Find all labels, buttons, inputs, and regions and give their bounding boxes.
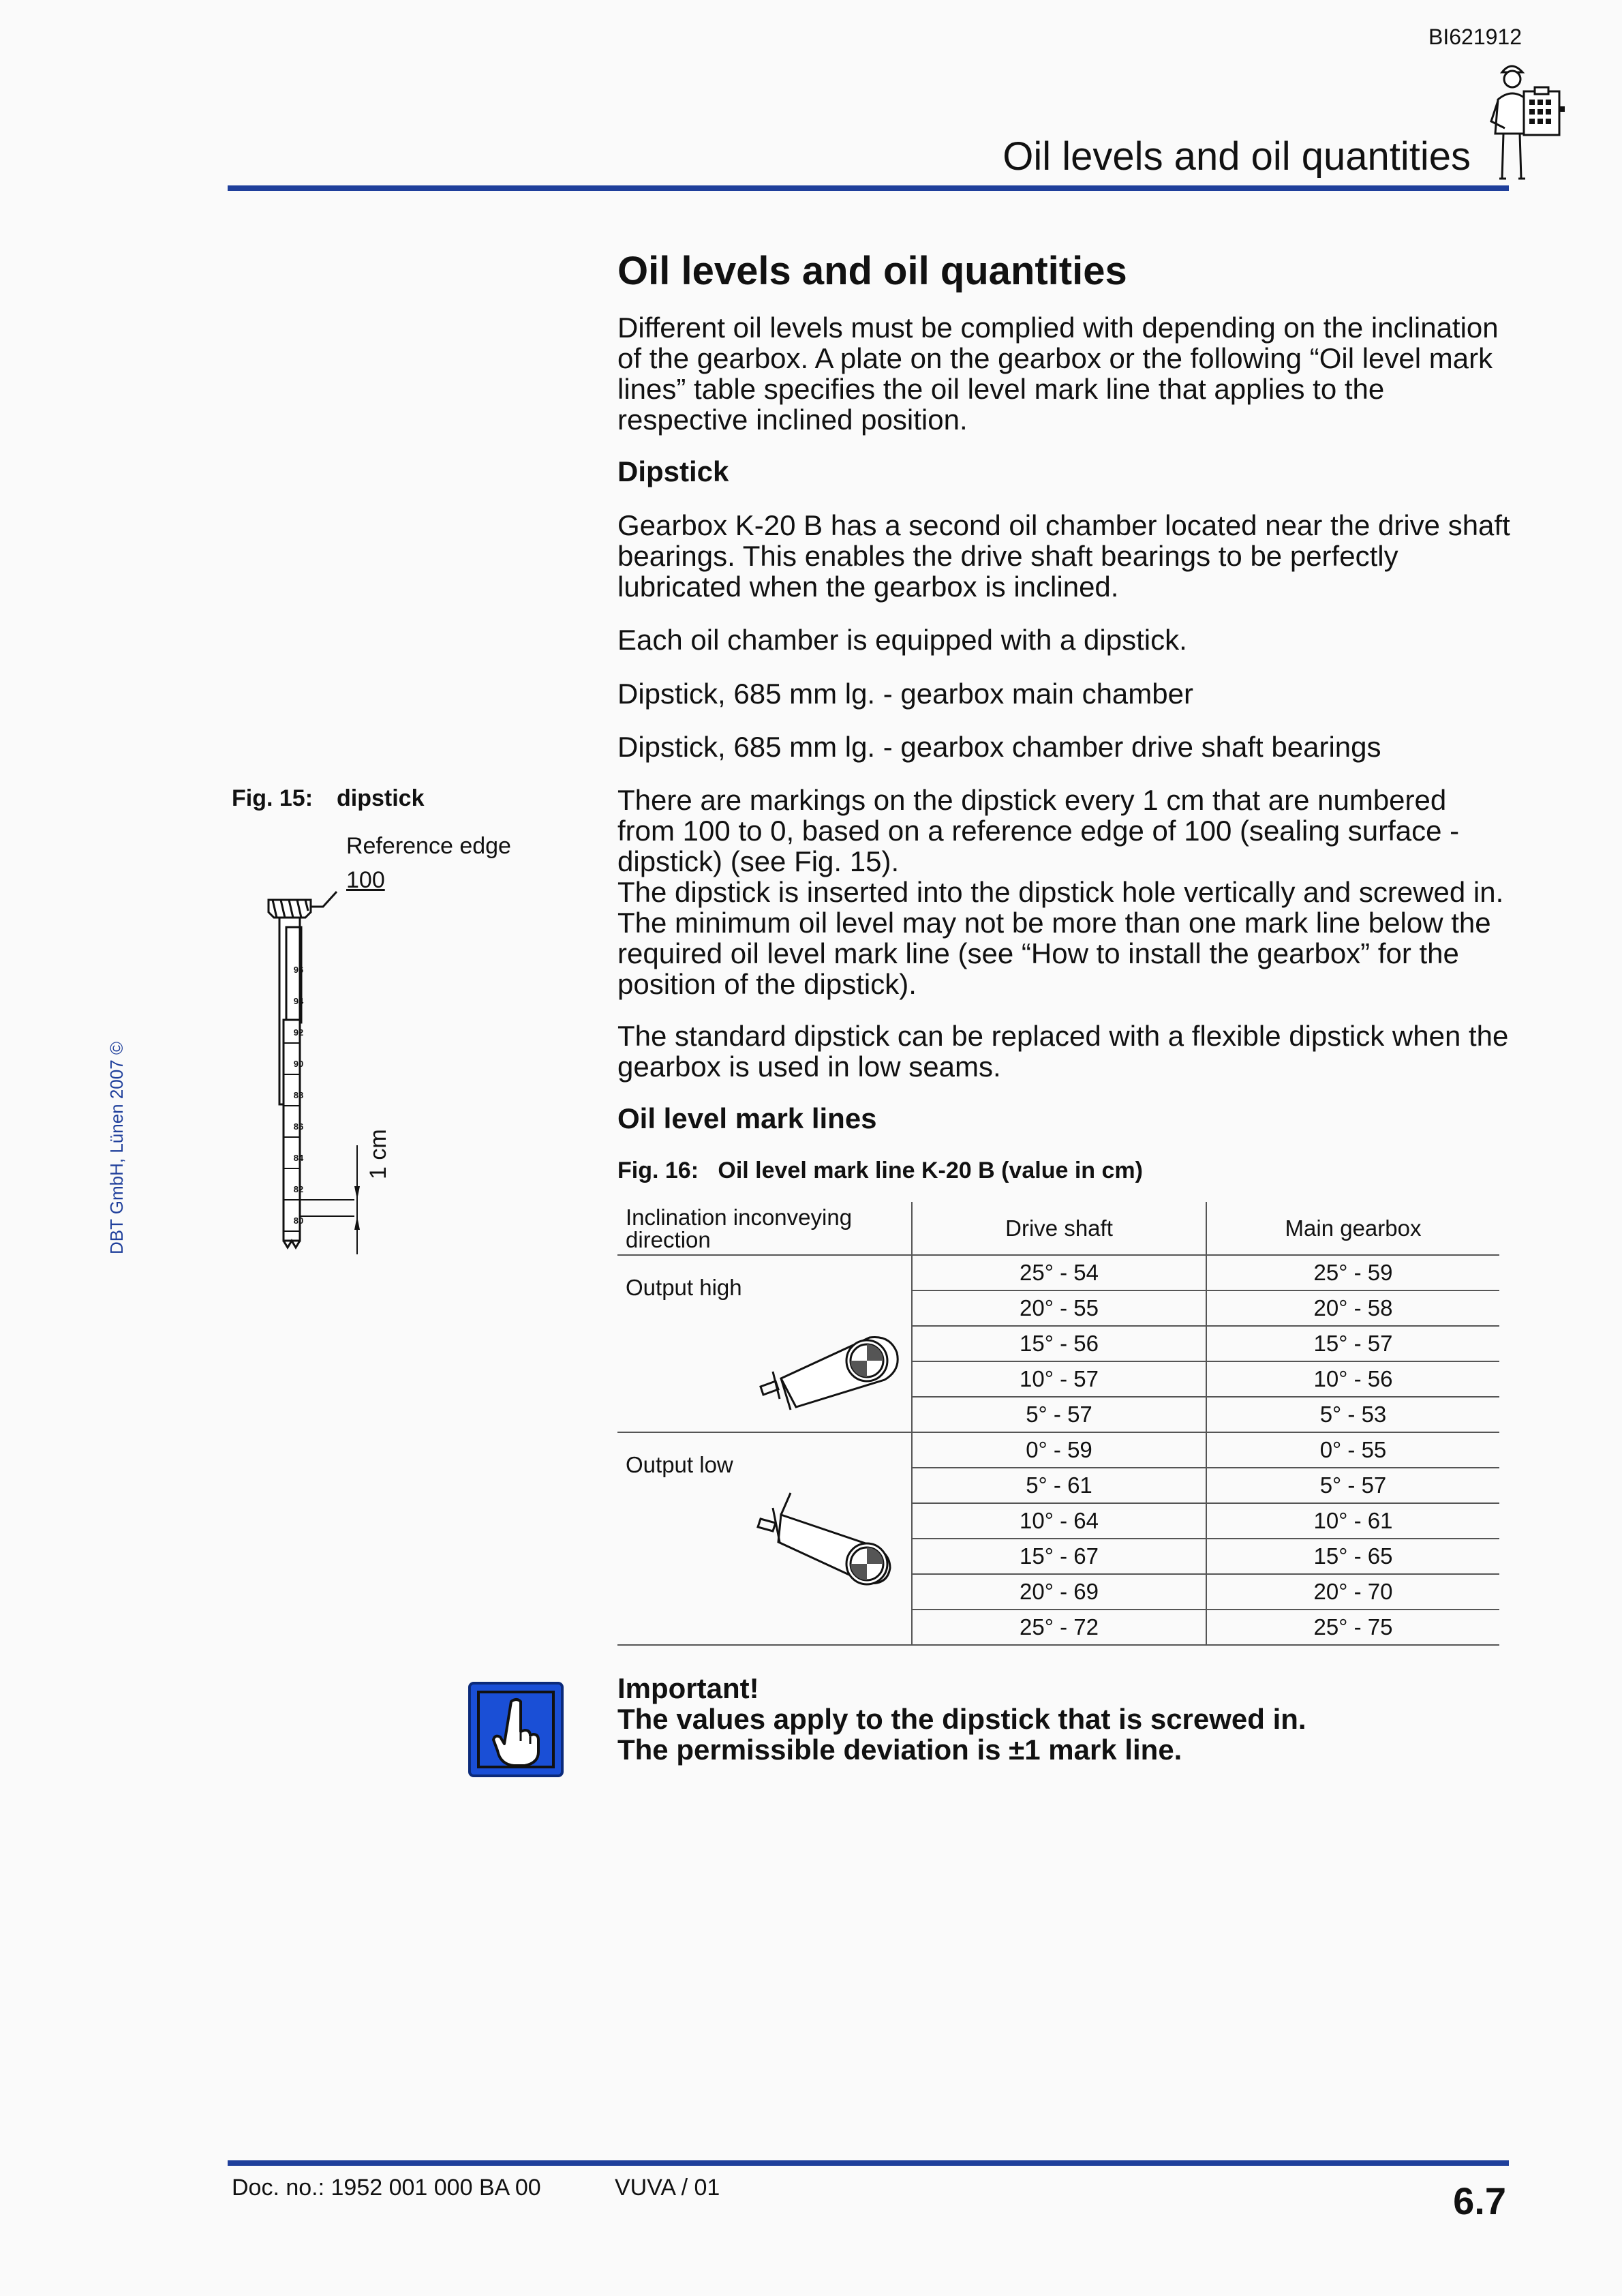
dipstick-paragraph: The dipstick is inserted into the dipstick hole vertically and screwed in. The minimum oil level may not be more than one mark line below the required oil level mark line (see “How to install the gearbox” for the position of the dipstick). bbox=[617, 876, 1504, 1000]
pointing-hand-icon bbox=[468, 1681, 564, 1778]
gearbox-output-high-icon bbox=[754, 1324, 904, 1426]
document-code: BI621912 bbox=[1428, 25, 1522, 49]
drive-shaft-value: 15° - 67 bbox=[912, 1539, 1206, 1574]
dipstick-paragraph: Dipstick, 685 mm lg. - gearbox main chamber bbox=[617, 678, 1193, 710]
reference-edge-value: 100 bbox=[346, 867, 385, 893]
main-gearbox-value: 15° - 57 bbox=[1206, 1326, 1499, 1361]
dipstick-paragraph: The standard dipstick can be replaced with a flexible dipstick when the gearbox is used in low seams. bbox=[617, 1020, 1509, 1083]
dipstick-heading: Dipstick bbox=[617, 455, 729, 487]
column-header-drive-shaft: Drive shaft bbox=[912, 1202, 1206, 1255]
main-gearbox-value: 20° - 58 bbox=[1206, 1290, 1499, 1326]
oil-level-mark-lines-heading: Oil level mark lines bbox=[617, 1102, 877, 1134]
main-gearbox-value: 20° - 70 bbox=[1206, 1574, 1499, 1610]
page-title: Oil levels and oil quantities bbox=[617, 249, 1127, 293]
main-gearbox-value: 10° - 61 bbox=[1206, 1503, 1499, 1539]
tick-label: 84 bbox=[293, 1153, 304, 1163]
technician-clipboard-icon bbox=[1483, 52, 1566, 181]
drive-shaft-value: 25° - 72 bbox=[912, 1610, 1206, 1645]
dipstick-paragraph: Dipstick, 685 mm lg. - gearbox chamber drive shaft bearings bbox=[617, 731, 1381, 763]
column-header-main-gearbox: Main gearbox bbox=[1206, 1202, 1499, 1255]
figure-caption: dipstick bbox=[337, 785, 425, 811]
drive-shaft-value: 20° - 69 bbox=[912, 1574, 1206, 1610]
scale-label: 1 cm bbox=[365, 1129, 391, 1179]
figure-caption: Oil level mark line K-20 B (value in cm) bbox=[718, 1158, 1143, 1183]
gearbox-output-low-icon bbox=[754, 1487, 904, 1590]
main-gearbox-value: 25° - 75 bbox=[1206, 1610, 1499, 1645]
copyright-note: DBT GmbH, Lünen 2007 © bbox=[106, 1041, 127, 1254]
main-gearbox-value: 25° - 59 bbox=[1206, 1255, 1499, 1290]
group-label: Output low bbox=[626, 1452, 733, 1477]
tick-label: 88 bbox=[293, 1090, 304, 1100]
figure-number: Fig. 16: bbox=[617, 1158, 699, 1183]
tick-label: 94 bbox=[293, 996, 304, 1006]
revision-code: VUVA / 01 bbox=[615, 2175, 720, 2201]
main-gearbox-value: 10° - 56 bbox=[1206, 1361, 1499, 1397]
table-header-row bbox=[617, 1202, 1499, 1255]
group-output-low bbox=[617, 1432, 912, 1645]
tick-label: 96 bbox=[293, 965, 304, 975]
page-number: 6.7 bbox=[1453, 2179, 1506, 2222]
figure-number: Fig. 15: bbox=[232, 785, 313, 811]
main-gearbox-value: 5° - 53 bbox=[1206, 1397, 1499, 1432]
figure-15-caption bbox=[232, 785, 424, 812]
drive-shaft-value: 5° - 61 bbox=[912, 1468, 1206, 1503]
main-gearbox-value: 5° - 57 bbox=[1206, 1468, 1499, 1503]
table-row bbox=[617, 1255, 1499, 1290]
group-output-high bbox=[617, 1255, 912, 1432]
dipstick-paragraph: Gearbox K-20 B has a second oil chamber located near the drive shaft bearings. This enables the drive shaft bearings to be perfectly lubricated when the gearbox is inclined. bbox=[617, 509, 1510, 603]
important-note bbox=[617, 1673, 1306, 1765]
tick-label: 80 bbox=[293, 1215, 304, 1226]
table-row bbox=[617, 1432, 1499, 1468]
drive-shaft-value: 5° - 57 bbox=[912, 1397, 1206, 1432]
tick-label: 90 bbox=[293, 1059, 304, 1069]
drive-shaft-value: 15° - 56 bbox=[912, 1326, 1206, 1361]
dipstick-paragraph: There are markings on the dipstick every 1 cm that are numbered from 100 to 0, based on a reference edge of 100 (sealing surface - dipstick) (see Fig. 15). bbox=[617, 784, 1460, 877]
header-rule bbox=[228, 185, 1509, 191]
reference-edge-label: Reference edge bbox=[346, 833, 511, 859]
drive-shaft-value: 0° - 59 bbox=[912, 1432, 1206, 1468]
important-line: The values apply to the dipstick that is screwed in. bbox=[617, 1703, 1306, 1735]
dipstick-tick-labels bbox=[285, 954, 312, 1237]
drive-shaft-value: 25° - 54 bbox=[912, 1255, 1206, 1290]
group-label: Output high bbox=[626, 1275, 742, 1300]
drive-shaft-value: 20° - 55 bbox=[912, 1290, 1206, 1326]
important-line: The permissible deviation is ±1 mark line. bbox=[617, 1734, 1182, 1766]
main-gearbox-value: 15° - 65 bbox=[1206, 1539, 1499, 1574]
intro-paragraph: Different oil levels must be complied with depending on the inclination of the gearbox. A plate on the gearbox or the following “Oil level mark lines” table specifies the oil level mark line that applies to the respective inclined position. bbox=[617, 312, 1499, 436]
footer-rule bbox=[228, 2160, 1509, 2166]
drive-shaft-value: 10° - 64 bbox=[912, 1503, 1206, 1539]
main-gearbox-value: 0° - 55 bbox=[1206, 1432, 1499, 1468]
important-title: Important! bbox=[617, 1672, 759, 1704]
tick-label: 86 bbox=[293, 1121, 304, 1132]
dipstick-paragraph: Each oil chamber is equipped with a dipstick. bbox=[617, 624, 1187, 656]
tick-label: 92 bbox=[293, 1027, 304, 1038]
document-number: Doc. no.: 1952 001 000 BA 00 bbox=[232, 2175, 541, 2201]
tick-label: 82 bbox=[293, 1184, 304, 1194]
oil-level-table bbox=[617, 1202, 1499, 1646]
column-header-inclination: Inclination inconveying direction bbox=[617, 1202, 912, 1255]
figure-16-caption bbox=[617, 1158, 1143, 1184]
drive-shaft-value: 10° - 57 bbox=[912, 1361, 1206, 1397]
dipstick-drawing bbox=[259, 886, 409, 1254]
running-header-title: Oil levels and oil quantities bbox=[1003, 134, 1471, 179]
